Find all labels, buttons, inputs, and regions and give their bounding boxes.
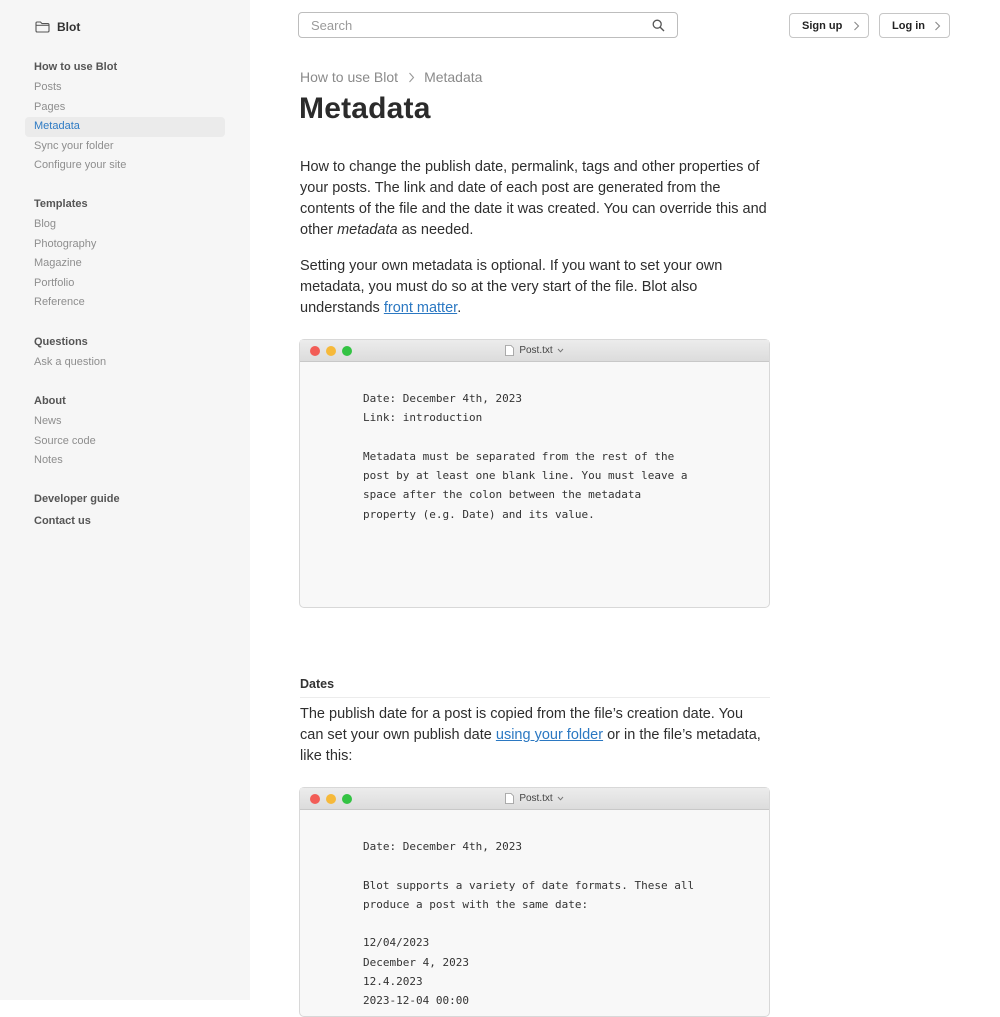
- code-line: Date: December 4th, 2023: [363, 840, 522, 853]
- intro-paragraph: [300, 157, 770, 241]
- search-input[interactable]: [311, 16, 641, 34]
- sidebar-section-developer-guide: [25, 490, 225, 510]
- sign-up-label: Sign up: [802, 19, 843, 32]
- search-icon[interactable]: [652, 19, 665, 32]
- optional-paragraph: [300, 256, 770, 319]
- dates-paragraph: [300, 704, 770, 767]
- sidebar-item-portfolio[interactable]: Portfolio: [34, 276, 75, 289]
- code-line: property (e.g. Date) and its value.: [363, 507, 595, 521]
- chevron-down-icon: [557, 348, 564, 353]
- sidebar-heading-how-to[interactable]: How to use Blot: [34, 61, 118, 73]
- code-line: produce a post with the same date:: [363, 897, 589, 911]
- optional-text: Setting your own metadata is optional. If you want to set your own metadata, you must do so at the very start of the file. Blot also understands: [300, 258, 723, 316]
- sign-up-button[interactable]: [789, 13, 869, 38]
- breadcrumb-parent[interactable]: How to use Blot: [300, 69, 399, 85]
- filename-label: Post.txt: [519, 345, 553, 356]
- intro-text: How to change the publish date, permalink, tags and other properties of your posts. The link and date of each post are generated from the contents of the file and the date it was created. You can override this and other: [300, 159, 767, 238]
- code-line: December 4, 2023: [363, 955, 469, 969]
- filename-label: Post.txt: [519, 793, 553, 804]
- sidebar-item-sync-folder[interactable]: Sync your folder: [34, 139, 114, 152]
- sidebar-item-blog[interactable]: Blog: [34, 218, 57, 230]
- code-line: [363, 914, 769, 933]
- sidebar-item-configure-site[interactable]: Configure your site: [34, 159, 127, 171]
- sidebar-section-how-to: [25, 58, 225, 176]
- chevron-right-icon: [853, 21, 860, 31]
- sidebar-item-ask-question[interactable]: Ask a question: [34, 356, 107, 368]
- sidebar-section-contact: [25, 512, 225, 532]
- intro-emphasis: metadata: [337, 222, 398, 238]
- brand[interactable]: [35, 20, 80, 34]
- breadcrumb: [300, 69, 482, 85]
- sidebar-section-templates: [25, 195, 225, 313]
- code-line: post by at least one blank line. You must leave a: [363, 469, 688, 483]
- sidebar-item-news[interactable]: News: [34, 415, 62, 427]
- sidebar-item-metadata[interactable]: Metadata: [25, 117, 225, 137]
- using-your-folder-link[interactable]: using your folder: [495, 727, 604, 743]
- document-icon: [505, 345, 514, 356]
- sidebar-section-about: [25, 392, 225, 471]
- sidebar-heading-about[interactable]: About: [34, 395, 66, 407]
- sidebar: [0, 0, 250, 1000]
- breadcrumb-separator-icon: [408, 72, 415, 83]
- optional-text-end: .: [457, 300, 462, 316]
- code-line: Date: December 4th, 2023: [363, 392, 522, 405]
- front-matter-link[interactable]: front matter: [383, 300, 458, 316]
- sidebar-link-contact-us[interactable]: Contact us: [34, 515, 91, 527]
- code-line: Metadata must be separated from the rest of the: [363, 449, 675, 463]
- window-filename[interactable]: [300, 345, 769, 356]
- intro-text-end: as needed.: [397, 222, 474, 238]
- chevron-down-icon: [557, 796, 564, 801]
- sidebar-item-notes[interactable]: Notes: [34, 454, 63, 466]
- sidebar-item-photography[interactable]: Photography: [34, 237, 97, 250]
- code-line: Blot supports a variety of date formats. These all: [363, 878, 695, 892]
- code-line: 12.4.2023: [363, 975, 423, 989]
- code-line: 12/04/2023: [363, 936, 430, 950]
- file-content: [300, 810, 769, 1011]
- sidebar-item-pages[interactable]: Pages: [34, 100, 66, 113]
- sidebar-item-reference[interactable]: Reference: [34, 296, 85, 308]
- code-line: space after the colon between the metadata: [363, 488, 642, 502]
- window-titlebar: [300, 340, 769, 362]
- code-line: 2023-12-04 00:00: [363, 994, 469, 1008]
- file-content: [300, 362, 769, 524]
- window-filename[interactable]: [300, 793, 769, 804]
- sidebar-section-questions: [25, 333, 225, 373]
- dates-text: The publish date for a post is copied from the file’s creation date. You can set your own publish date: [300, 706, 744, 743]
- code-line: [363, 856, 769, 875]
- document-icon: [505, 793, 514, 804]
- file-window: [299, 339, 770, 608]
- chevron-right-icon: [934, 21, 941, 31]
- page-title: Metadata: [299, 92, 431, 125]
- dates-text-end: or in the file’s metadata, like this:: [300, 727, 761, 764]
- breadcrumb-current: Metadata: [424, 69, 483, 85]
- sidebar-heading-templates[interactable]: Templates: [34, 198, 88, 210]
- code-line: Link: introduction: [363, 411, 483, 425]
- sidebar-item-magazine[interactable]: Magazine: [34, 257, 82, 269]
- sidebar-item-posts[interactable]: Posts: [34, 81, 62, 93]
- sidebar-heading-questions[interactable]: Questions: [34, 336, 88, 348]
- search-box: [298, 12, 678, 38]
- code-line: [363, 428, 769, 447]
- sidebar-item-source-code[interactable]: Source code: [34, 434, 96, 447]
- file-window: [299, 787, 770, 1017]
- folder-icon: [35, 21, 50, 33]
- window-titlebar: [300, 788, 769, 810]
- brand-name: Blot: [57, 20, 81, 34]
- log-in-label: Log in: [892, 19, 925, 32]
- log-in-button[interactable]: [879, 13, 950, 38]
- section-heading-dates: Dates: [300, 677, 770, 698]
- sidebar-heading-developer-guide[interactable]: Developer guide: [34, 493, 120, 505]
